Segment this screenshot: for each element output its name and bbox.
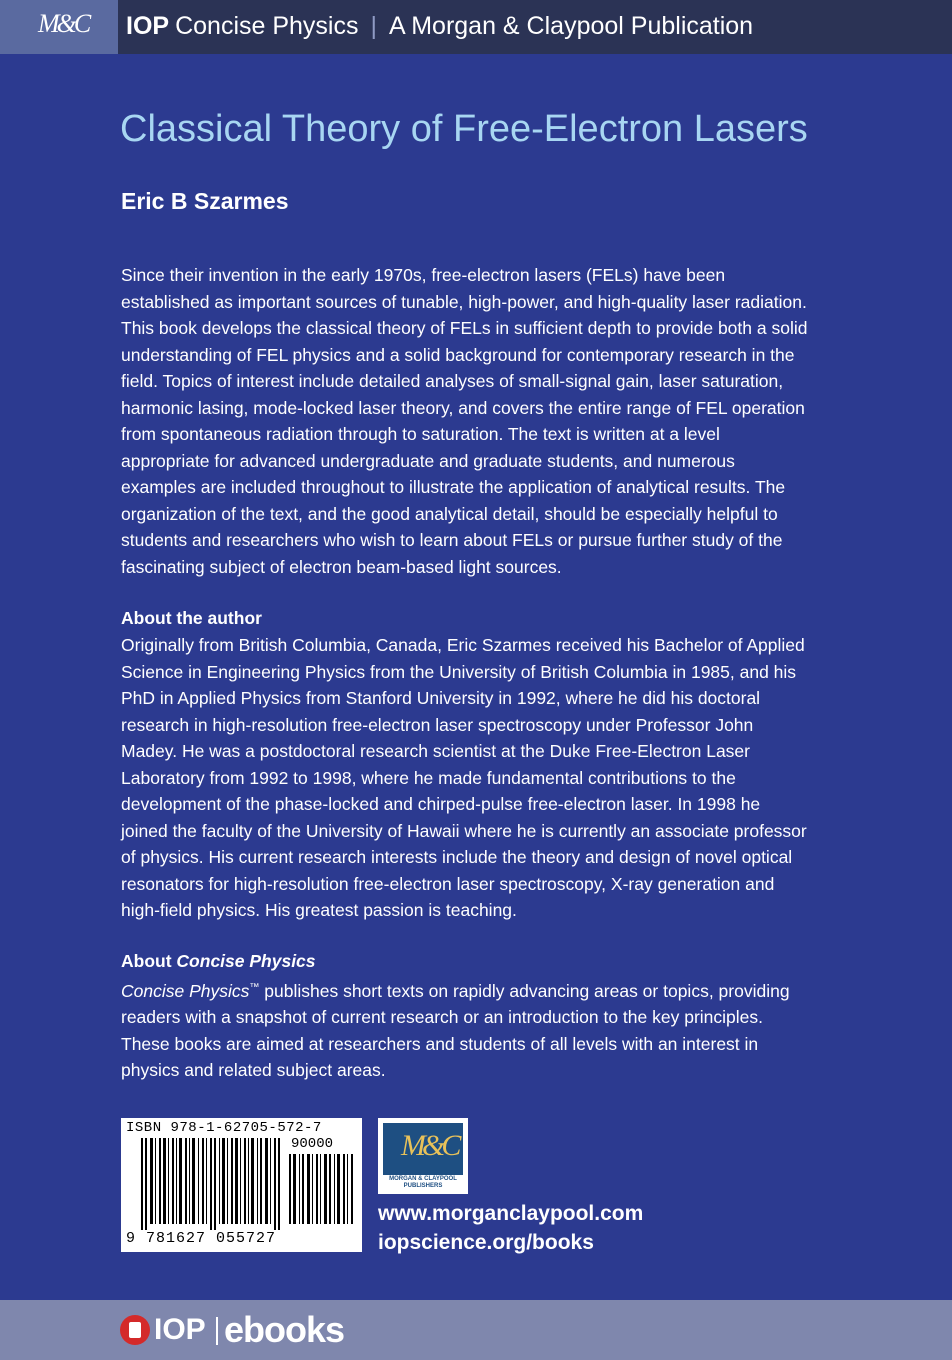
publisher-line: A Morgan & Claypool Publication xyxy=(388,12,754,40)
bottom-bar xyxy=(0,1300,952,1360)
barcode-addon-bars xyxy=(289,1154,355,1224)
series-banner xyxy=(126,12,753,41)
ebooks-wordmark: ebooks xyxy=(224,1309,345,1350)
about-series-body: publishes short texts on rapidly advancing areas or topics, providing readers with a snapshot of current research or an introduction to the key principles. These books are aimed at researchers and students of all levels with an interest in physics and related subject areas. xyxy=(121,980,790,1081)
mc-logo-mark: M&C xyxy=(38,9,89,38)
banner-divider: | xyxy=(370,12,377,40)
series-name: Concise Physics xyxy=(175,12,359,40)
about-series-heading xyxy=(121,951,316,972)
isbn-number: ISBN 978-1-62705-572-7 xyxy=(126,1120,322,1136)
iop-circle-icon xyxy=(120,1315,150,1345)
iop-wordmark: IOP xyxy=(154,1313,206,1346)
book-title: Classical Theory of Free-Electron Lasers xyxy=(120,108,808,150)
about-series-prefix: About xyxy=(121,951,172,971)
mc-logo-emblem xyxy=(383,1123,463,1175)
mc-logo-letters: M&C xyxy=(401,1129,458,1162)
top-bar xyxy=(0,0,952,54)
barcode-addon-number: 90000 xyxy=(291,1136,334,1152)
about-series-text xyxy=(121,975,811,1084)
about-series-name: Concise Physics xyxy=(176,951,316,971)
barcode-digits: 9 781627 055727 xyxy=(126,1230,277,1247)
description: Since their invention in the early 1970s, free-electron lasers (FELs) have been established as important sources of tunable, high-power, and high-quality laser radiation. This book develops the classical theory of FELs in sufficient depth to provide both a solid understanding of FEL physics and a solid background for contemporary research in the field. Topics of interest include detailed analyses of small-signal gain, laser saturation, harmonic lasing, mode-locked laser theory, and covers the entire range of FEL operation from spontaneous radiation through to saturation. The text is written at a level appropriate for advanced undergraduate and graduate students, and numerous examples are included throughout to illustrate the application of analytical results. The organization of the text, and the good analytical detail, should be especially helpful to students and researchers who wish to learn about FELs or pursue further study of the fascinating subject of electron beam-based light sources. xyxy=(121,265,808,577)
logo-divider xyxy=(216,1317,218,1345)
author-name: Eric B Szarmes xyxy=(121,188,289,214)
series-name-italic: Concise Physics xyxy=(121,980,250,1001)
series-iop: IOP xyxy=(126,12,170,40)
about-author-heading: About the author xyxy=(121,608,262,628)
barcode-main-bars xyxy=(141,1138,283,1230)
mc-tile xyxy=(0,0,118,54)
mc-logo-label: MORGAN & CLAYPOOL PUBLISHERS xyxy=(389,1176,457,1189)
morgan-claypool-logo xyxy=(378,1118,468,1194)
url-morganclaypool[interactable]: www.morganclaypool.com xyxy=(378,1202,644,1225)
trademark-mark: ™ xyxy=(249,982,260,993)
isbn-barcode xyxy=(121,1118,362,1252)
about-author-text: Originally from British Columbia, Canada, Eric Szarmes received his Bachelor of Applied Science in Engineering Physics from the University of British Columbia in 1985, and his PhD in Applied Physics from Stanford University in 1992, where he did his doctoral research in high-resolution free-electron laser spectroscopy under Professor John Madey. He was a postdoctoral research scientist at the Duke Free-Electron Laser Laboratory from 1992 to 1998, where he made fundamental contributions to the development of the phase-locked and chirped-pulse free-electron laser. In 1998 he joined the faculty of the University of Hawaii where he is currently an associate professor of physics. His current research interests include the theory and design of novel optical resonators for high-resolution free-electron laser spectroscopy, X-ray generation and high-field physics. His greatest passion is teaching. xyxy=(121,635,807,920)
url-iopscience[interactable]: iopscience.org/books xyxy=(378,1231,594,1254)
